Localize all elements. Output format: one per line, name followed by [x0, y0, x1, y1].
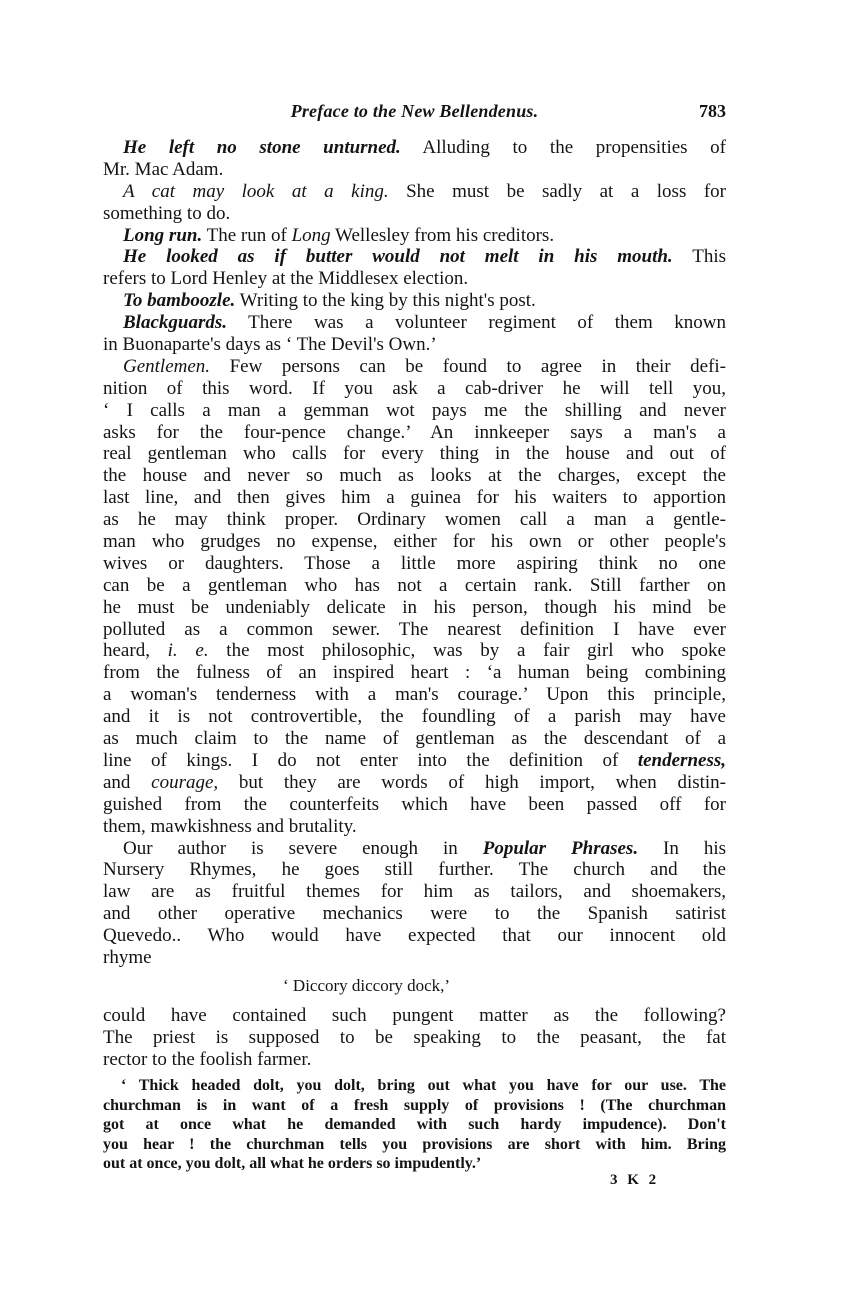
text-run: as he may think proper. Ordinary women call a man a gentle-	[103, 509, 726, 531]
emphasis-text: Popular Phrases.	[482, 837, 639, 859]
text-line	[103, 509, 726, 531]
text-line	[103, 772, 726, 794]
text-run: heard,	[103, 640, 168, 662]
text-run: law are as fruitful themes for him as tailors, and shoemakers,	[103, 881, 726, 903]
text-line	[103, 1005, 726, 1027]
quotation-line: out at once, you dolt, all what he orders so impudently.’	[103, 1155, 482, 1173]
text-run: man who grudges no expense, either for his own or other people's	[103, 531, 726, 553]
text-run: Quevedo.. Who would have expected that our innocent old	[103, 925, 726, 947]
quotation-line: got at once what he demanded with such hardy impudence). Don't	[103, 1116, 726, 1134]
text-run: polluted as a common sewer. The nearest definition I have ever	[103, 618, 726, 640]
text-run: Few persons can be found to agree in their defi-	[210, 355, 726, 377]
text-line	[103, 268, 726, 290]
paragraph-stone	[103, 137, 726, 181]
text-run: and it is not controvertible, the foundling of a parish may have	[103, 706, 726, 728]
paragraph-longrun	[103, 225, 726, 247]
text-line	[103, 816, 726, 838]
text-run: as much claim to the name of gentleman as the descendant of a	[103, 728, 726, 750]
text-line	[103, 640, 726, 662]
emphasis-text: Gentlemen.	[123, 355, 211, 377]
text-run: he must be undeniably delicate in his person, though his mind be	[103, 596, 726, 618]
text-run: She must be sadly at a loss for	[388, 180, 726, 202]
text-line	[103, 400, 726, 422]
text-line	[103, 203, 726, 225]
emphasis-text: A cat may look at a king.	[123, 180, 389, 202]
text-run: and other operative mechanics were to the Spanish satirist	[103, 903, 726, 925]
text-line	[103, 531, 726, 553]
text-line	[103, 903, 726, 925]
page-number: 783	[699, 101, 726, 121]
running-head	[103, 101, 726, 125]
text-line	[103, 619, 726, 641]
text-line	[103, 246, 726, 268]
text-line	[103, 859, 726, 881]
text-run: rector to the foolish farmer.	[103, 1048, 312, 1070]
text-run: can be a gentleman who has not a certain rank. Still farther on	[103, 574, 726, 596]
text-run: In his	[638, 837, 726, 859]
text-line	[103, 881, 726, 903]
text-run: last line, and then gives him a guinea for his waiters to apportion	[103, 487, 726, 509]
text-line	[103, 662, 726, 684]
text-line	[103, 684, 726, 706]
paragraph-gentlemen	[103, 356, 726, 838]
text-run: real gentleman who calls for every thing in the house and out of	[103, 443, 726, 465]
text-run: from the fulness of an inspired heart : ‘a human being combining	[103, 662, 726, 684]
text-line	[103, 443, 726, 465]
text-line	[103, 181, 726, 203]
paragraph-bamboozle	[103, 290, 726, 312]
text-line	[103, 750, 726, 772]
text-run: This	[672, 246, 726, 268]
emphasis-text: i. e.	[167, 640, 209, 662]
paragraph-after-verse	[103, 1005, 726, 1071]
text-line	[103, 487, 726, 509]
text-run: the house and never so much as looks at the charges, except the	[103, 465, 726, 487]
text-run: and	[103, 771, 152, 793]
quotation-line: you hear ! the churchman tells you provisions are short with him. Bring	[103, 1135, 726, 1153]
text-run: the most philosophic, was by a fair girl who spoke	[208, 640, 726, 662]
text-run: something to do.	[103, 202, 231, 224]
text-run: them, mawkishness and brutality.	[103, 815, 357, 837]
text-run: but they are words of high import, when distin-	[218, 771, 726, 793]
emphasis-text: He left no stone unturned.	[123, 137, 401, 158]
text-line	[103, 838, 726, 860]
emphasis-text: courage,	[151, 771, 219, 793]
paragraph-blackguards	[103, 312, 726, 356]
text-line	[103, 553, 726, 575]
text-run: a woman's tenderness with a man's courage.’ Upon this principle,	[103, 684, 726, 706]
paragraph-butter	[103, 246, 726, 290]
text-run: ‘ I calls a man a gemman wot pays me the shilling and never	[103, 399, 726, 421]
text-line	[103, 312, 726, 334]
text-line	[103, 159, 726, 181]
signature-mark: 3 K 2	[610, 1172, 660, 1188]
text-run: in Buonaparte's days as ‘ The Devil's Own.’	[103, 334, 437, 356]
text-line	[103, 794, 726, 816]
text-line	[103, 706, 726, 728]
emphasis-text: He looked as if butter would not melt in his mouth.	[123, 246, 673, 268]
text-run: wives or daughters. Those a little more aspiring think no one	[103, 552, 726, 574]
text-run: asks for the four-pence change.’ An innkeeper says a man's a	[103, 421, 726, 443]
quotation-line: ‘ Thick headed dolt, you dolt, bring out what you have for our use. The	[121, 1077, 726, 1094]
body-text	[103, 137, 726, 1071]
text-run: line of kings. I do not enter into the definition of	[103, 749, 638, 771]
emphasis-text: Blackguards.	[123, 312, 227, 334]
text-line	[103, 465, 726, 487]
text-run: Our author is severe enough in	[123, 837, 483, 859]
running-head-title: Preface to the New Bellendenus.	[290, 101, 539, 121]
text-line	[103, 1027, 726, 1049]
text-run: nition of this word. If you ask a cab-driver he will tell you,	[103, 377, 726, 399]
text-run: Writing to the king by this night's post.	[235, 290, 536, 312]
emphasis-text: Long run.	[123, 224, 203, 246]
text-line	[103, 947, 726, 969]
paragraph-cat	[103, 181, 726, 225]
text-line	[103, 225, 726, 247]
text-line	[103, 597, 726, 619]
text-line	[103, 290, 726, 312]
quotation-block	[103, 1076, 726, 1174]
text-run: There was a volunteer regiment of them known	[227, 312, 726, 334]
text-run: guished from the counterfeits which have been passed off for	[103, 793, 726, 815]
emphasis-text: To bamboozle.	[123, 290, 236, 312]
text-run: Mr. Mac Adam.	[103, 158, 224, 180]
text-line	[103, 334, 726, 356]
text-run: Wellesley from his creditors.	[330, 224, 555, 246]
text-line	[103, 925, 726, 947]
text-line	[103, 356, 726, 378]
verse-line: ‘ Diccory diccory dock,’	[283, 975, 451, 995]
quotation-line: churchman is in want of a fresh supply of provisions ! (The churchman	[103, 1096, 726, 1114]
text-line	[103, 728, 726, 750]
text-run: refers to Lord Henley at the Middlesex election.	[103, 268, 469, 290]
text-line	[103, 378, 726, 400]
paragraph-author	[103, 838, 726, 969]
text-run: Nursery Rhymes, he goes still further. The church and the	[103, 859, 726, 881]
text-line	[103, 1049, 726, 1071]
text-run: The priest is supposed to be speaking to the peasant, the fat	[103, 1026, 726, 1048]
text-line	[103, 422, 726, 444]
text-run: rhyme	[103, 946, 152, 968]
text-run: could have contained such pungent matter as the following?	[103, 1004, 726, 1026]
text-run: The run of	[202, 224, 292, 246]
emphasis-text: Long	[291, 224, 331, 246]
text-line	[103, 137, 726, 159]
text-line	[103, 575, 726, 597]
text-run: Alluding to the propensities of	[400, 137, 726, 158]
emphasis-text: tenderness,	[637, 749, 726, 771]
